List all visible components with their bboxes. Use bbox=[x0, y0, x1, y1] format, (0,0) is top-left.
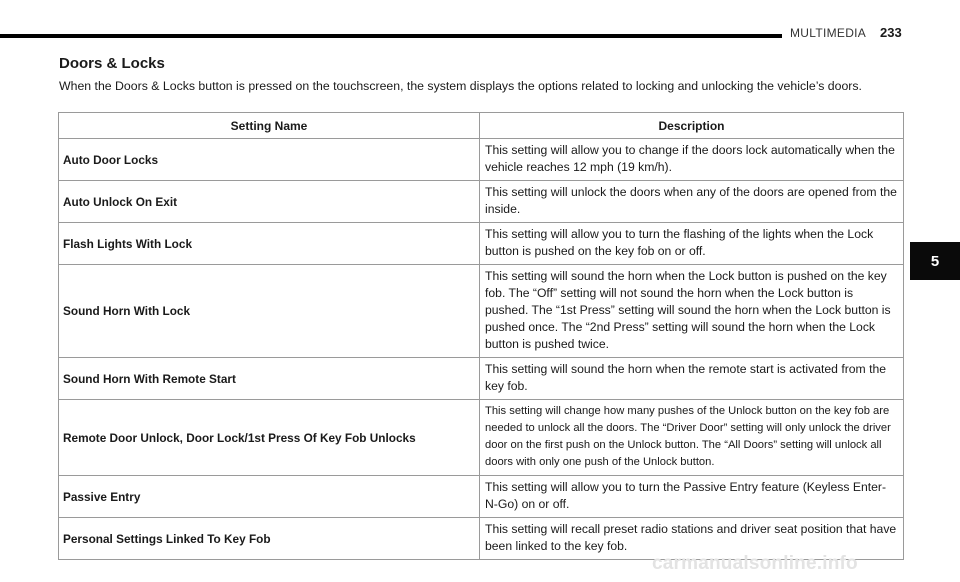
table-row bbox=[59, 358, 904, 400]
setting-name-cell: Remote Door Unlock, Door Lock/1st Press Of Key Fob Unlocks bbox=[59, 400, 480, 476]
settings-table bbox=[58, 112, 904, 560]
running-header-section: MULTIMEDIA bbox=[790, 26, 867, 40]
setting-name-cell: Passive Entry bbox=[59, 476, 480, 518]
chapter-tab: 5 bbox=[910, 242, 960, 280]
setting-description-cell: This setting will allow you to turn the flashing of the lights when the Lock button is pushed on the key fob on or off. bbox=[480, 223, 904, 265]
table-row bbox=[59, 181, 904, 223]
section-title: Doors & Locks bbox=[59, 55, 165, 72]
setting-description-cell: This setting will change how many pushes of the Unlock button on the key fob are needed to unlock all the doors. The “Driver Door” setting will only unlock the driver door on the first push on the Unlock button. The “All Doors” setting will unlock all doors with only one push of the Unlock button. bbox=[480, 400, 904, 476]
table-row bbox=[59, 139, 904, 181]
intro-paragraph: When the Doors & Locks button is pressed on the touchscreen, the system displays the options related to locking and unlocking the vehicle’s doors. bbox=[59, 79, 862, 93]
setting-name-cell: Auto Unlock On Exit bbox=[59, 181, 480, 223]
setting-description-cell: This setting will sound the horn when the remote start is activated from the key fob. bbox=[480, 358, 904, 400]
table-row bbox=[59, 223, 904, 265]
table-row bbox=[59, 476, 904, 518]
setting-description-cell: This setting will allow you to turn the Passive Entry feature (Keyless Enter-N-Go) on or off. bbox=[480, 476, 904, 518]
setting-name-cell: Sound Horn With Remote Start bbox=[59, 358, 480, 400]
setting-description-cell: This setting will allow you to change if the doors lock automatically when the vehicle reaches 12 mph (19 km/h). bbox=[480, 139, 904, 181]
setting-name-cell: Auto Door Locks bbox=[59, 139, 480, 181]
table-row bbox=[59, 400, 904, 476]
setting-name-cell: Personal Settings Linked To Key Fob bbox=[59, 518, 480, 560]
watermark: carmanualsonline.info bbox=[652, 553, 858, 574]
column-header-description: Description bbox=[480, 113, 904, 139]
setting-description-cell: This setting will recall preset radio stations and driver seat position that have been linked to the key fob. bbox=[480, 518, 904, 560]
setting-description-cell: This setting will sound the horn when the Lock button is pushed on the key fob. The “Off” setting will not sound the horn when the Lock button is pushed. The “1st Press” setting will sound the horn when the Lock button is pushed once. The “2nd Press” setting will sound the horn when the Lock button is pushed twice. bbox=[480, 265, 904, 358]
setting-description-cell: This setting will unlock the doors when any of the doors are opened from the inside. bbox=[480, 181, 904, 223]
table-row bbox=[59, 265, 904, 358]
setting-name-cell: Sound Horn With Lock bbox=[59, 265, 480, 358]
header-rule bbox=[0, 34, 782, 38]
table-header-row bbox=[59, 113, 904, 139]
page-number: 233 bbox=[880, 25, 902, 40]
column-header-setting-name: Setting Name bbox=[59, 113, 480, 139]
setting-name-cell: Flash Lights With Lock bbox=[59, 223, 480, 265]
